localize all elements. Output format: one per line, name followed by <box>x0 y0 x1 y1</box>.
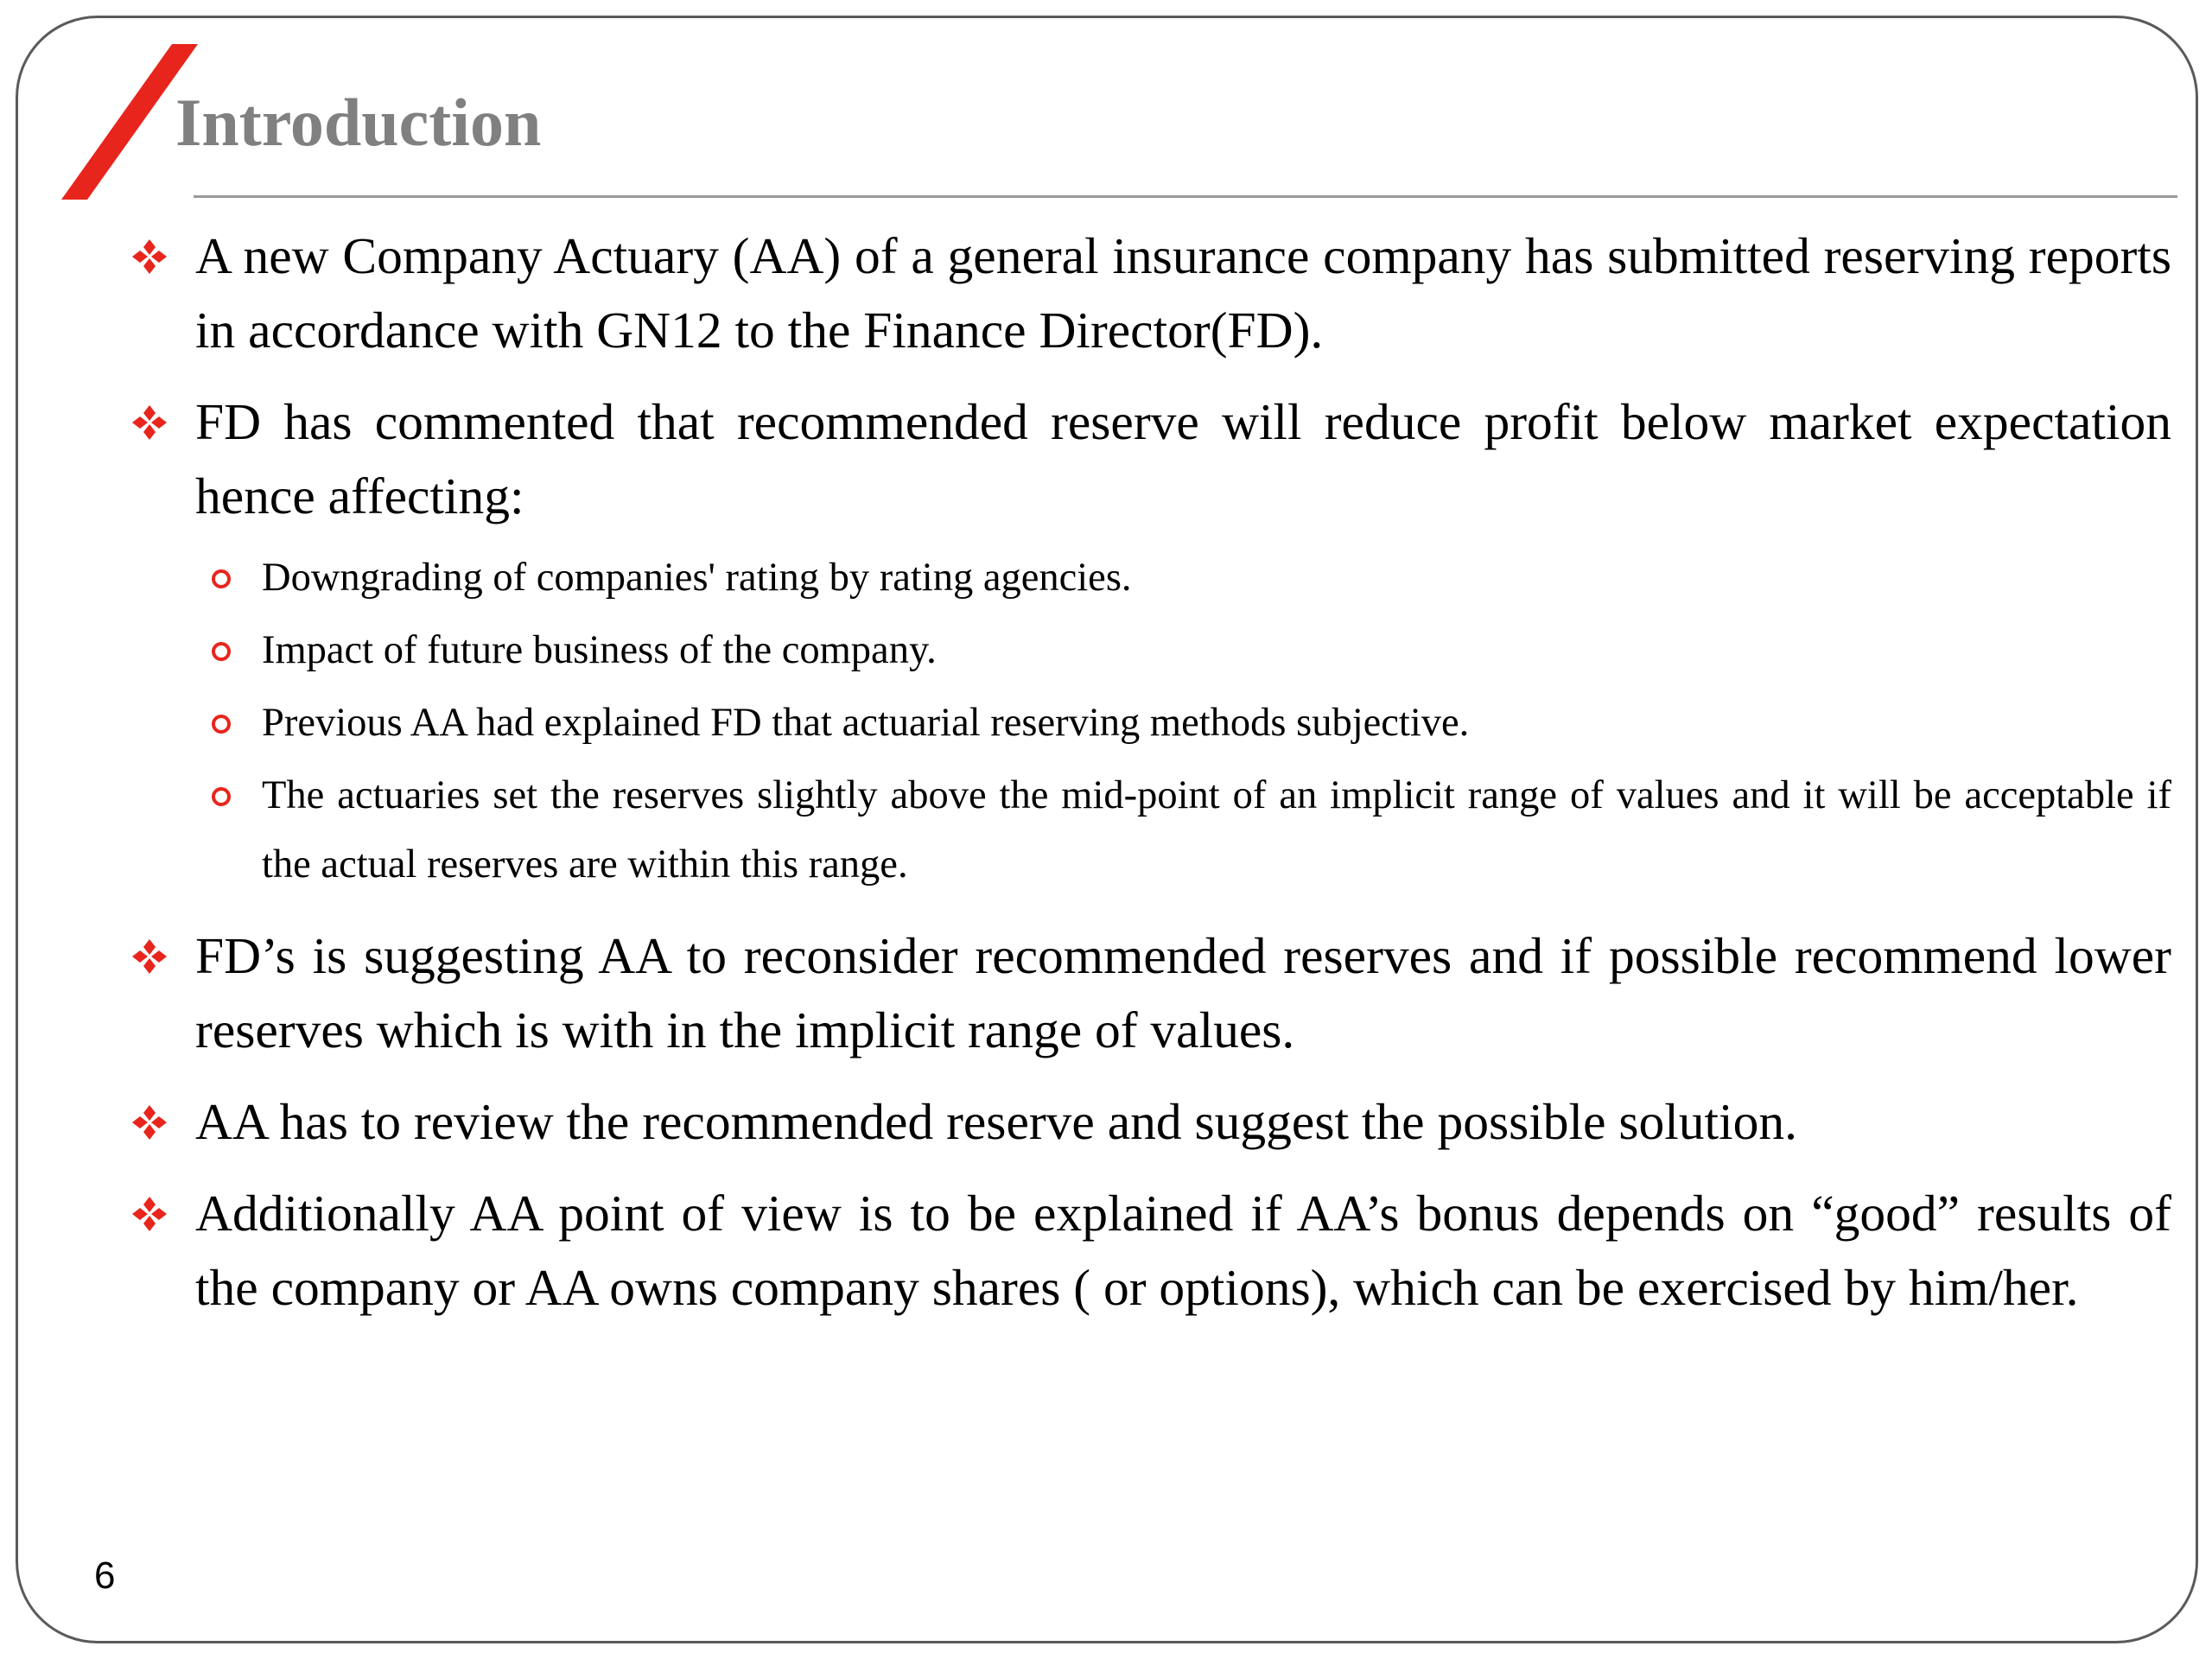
sub-bullet-item <box>130 761 2171 899</box>
bullet-item <box>130 1084 2171 1159</box>
four-diamond-bullet-icon <box>130 404 168 442</box>
sub-bullet-item <box>130 689 2171 758</box>
sub-bullet-item <box>130 616 2171 685</box>
sub-bullet-text: Previous AA had explained FD that actuarial reserving methods subjective. <box>262 701 1470 745</box>
sub-bullet-list <box>130 543 2171 899</box>
bullet-item <box>130 1176 2171 1325</box>
four-diamond-bullet-icon <box>130 1103 168 1141</box>
sub-bullet-text: The actuaries set the reserves slightly above the mid-point of an implicit range of values and it will be acceptable if the actual reserves are within this range. <box>262 773 2171 887</box>
bullet-text: AA has to review the recommended reserve and suggest the possible solution. <box>195 1093 1797 1150</box>
sub-bullet-text: Impact of future business of the company. <box>262 628 937 672</box>
bullet-text: A new Company Actuary (AA) of a general insurance company has submitted reserving reports in accordance with GN12 to the Finance Director(FD). <box>195 227 2171 359</box>
hollow-circle-bullet-icon <box>212 642 231 661</box>
bullet-item <box>130 385 2171 533</box>
slide-frame <box>16 16 2198 1643</box>
hollow-circle-bullet-icon <box>212 715 231 734</box>
four-diamond-bullet-icon <box>130 1195 168 1233</box>
sub-bullet-item <box>130 543 2171 613</box>
bullet-text: FD has commented that recommended reserve will reduce profit below market expectation hence affecting: <box>195 393 2171 524</box>
bullet-text: FD’s is suggesting AA to reconsider recommended reserves and if possible recommend lower reserves which is with in the implicit range of values. <box>195 927 2171 1058</box>
hollow-circle-bullet-icon <box>212 569 231 588</box>
hollow-circle-bullet-icon <box>212 787 231 806</box>
bullet-text: Additionally AA point of view is to be explained if AA’s bonus depends on “good” results of the company or AA owns company shares ( or options), which can be exercised by him/her. <box>195 1185 2171 1316</box>
four-diamond-bullet-icon <box>130 938 168 976</box>
slide-body <box>130 219 2171 1342</box>
bullet-item <box>130 219 2171 367</box>
page-number: 6 <box>94 1554 116 1597</box>
title-divider <box>194 195 2177 198</box>
sub-bullet-text: Downgrading of companies' rating by rating agencies. <box>262 556 1132 600</box>
bullet-item <box>130 918 2171 1067</box>
four-diamond-bullet-icon <box>130 238 168 276</box>
slide-title: Introduction <box>175 85 542 160</box>
